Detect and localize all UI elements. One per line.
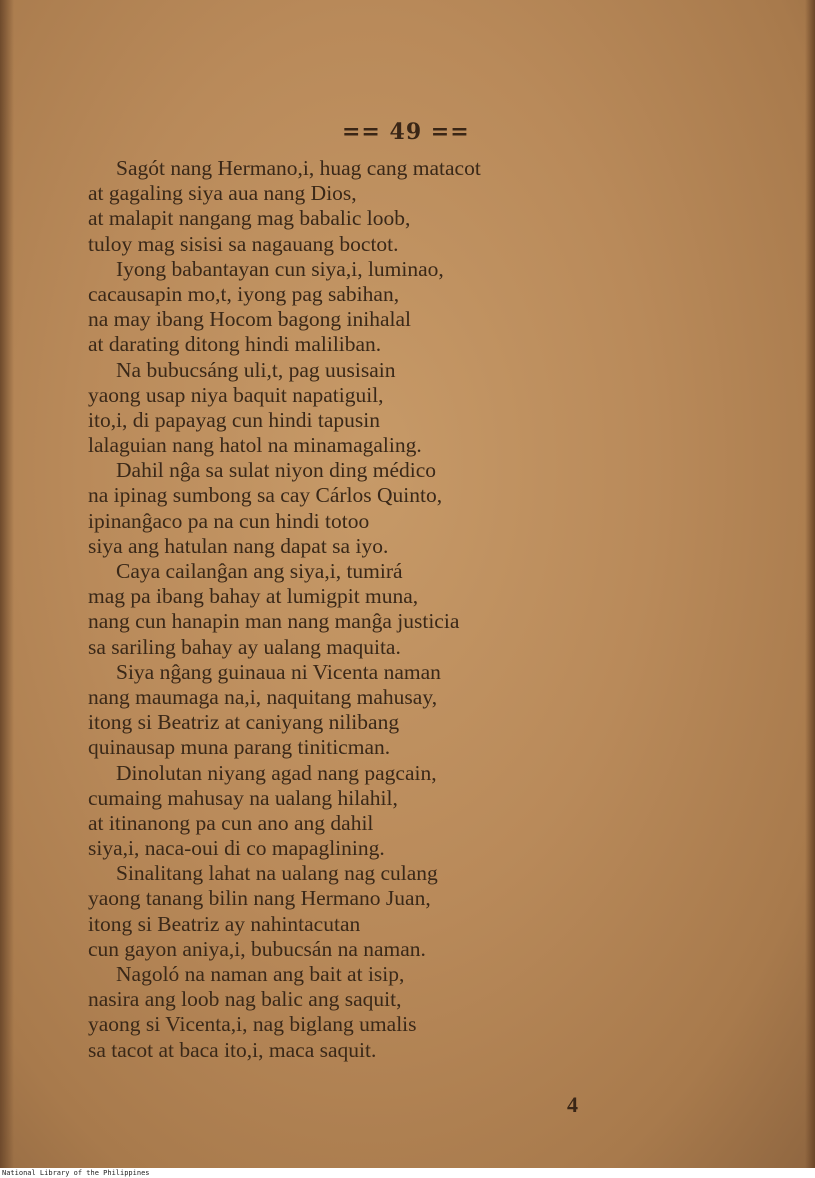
verse-line: yaong tanang bilin nang Hermano Juan, bbox=[88, 886, 431, 911]
page-number: == 49 == bbox=[342, 119, 470, 145]
verse-line: cacausapin mo,t, iyong pag sabihan, bbox=[88, 281, 400, 306]
stanza bbox=[88, 962, 608, 1063]
verse-line: Dinolutan niyang agad nang pagcain, bbox=[116, 760, 437, 785]
stanza bbox=[88, 358, 608, 459]
stanza bbox=[88, 458, 608, 559]
verse-line: mag pa ibang bahay at lumigpit muna, bbox=[88, 584, 419, 609]
verse-line: Sagót nang Hermano,i, huag cang matacot bbox=[116, 156, 481, 180]
verse-line: nasira ang loob nag balic ang saquit, bbox=[88, 987, 402, 1012]
verse-line: yaong usap niya baquit napatiguil, bbox=[88, 382, 384, 407]
stanza bbox=[88, 156, 608, 257]
verse-line: at malapit nangang mag babalic loob, bbox=[88, 206, 411, 231]
verse-line: quinausap muna parang tiniticman. bbox=[88, 735, 391, 760]
verse-line: na may ibang Hocom bagong inihalal bbox=[88, 307, 412, 332]
verse-line: Nagoló na naman ang bait at isip, bbox=[116, 962, 405, 986]
verse-line: at darating ditong hindi maliliban. bbox=[88, 332, 382, 357]
verse-line: nang cun hanapin man nang manĝa justicia bbox=[88, 609, 460, 634]
verse-line: at itinanong pa cun ano ang dahil bbox=[88, 810, 374, 835]
verse-line: Na bubucsáng uli,t, pag uusisain bbox=[116, 357, 396, 382]
stanza bbox=[88, 660, 608, 761]
verse-line: itong si Beatriz ay nahintacutan bbox=[88, 911, 361, 936]
verse-line: siya,i, naca-oui di co mapaglining. bbox=[88, 836, 385, 861]
verse-line: at gagaling siya aua nang Dios, bbox=[88, 181, 357, 206]
verse-line: yaong si Vicenta,i, nag biglang umalis bbox=[88, 1012, 417, 1037]
verse-line: Dahil nĝa sa sulat niyon ding médico bbox=[116, 458, 437, 483]
signature-mark: 4 bbox=[567, 1092, 578, 1117]
stanza bbox=[88, 761, 608, 862]
verse-line: nang maumaga na,i, naquitang mahusay, bbox=[88, 684, 438, 709]
verse-line: sa tacot at baca ito,i, maca saquit. bbox=[88, 1037, 377, 1062]
verse-line: cun gayon aniya,i, bubucsán na naman. bbox=[88, 936, 426, 961]
stanza bbox=[88, 861, 608, 962]
library-footer: National Library of the Philippines bbox=[2, 1169, 150, 1177]
stanza bbox=[88, 559, 608, 660]
verse-line: Iyong babantayan cun siya,i, luminao, bbox=[116, 256, 444, 281]
verse-line: ipinanĝaco pa na cun hindi totoo bbox=[88, 508, 370, 533]
verse-line: siya ang hatulan nang dapat sa iyo. bbox=[88, 533, 389, 558]
verse-line: itong si Beatriz at caniyang nilibang bbox=[88, 710, 400, 735]
verse-line: Caya cailanĝan ang siya,i, tumirá bbox=[116, 559, 403, 583]
verse-line: lalaguian nang hatol na minamagaling. bbox=[88, 433, 422, 458]
verse-line: Sinalitang lahat na ualang nag culang bbox=[116, 861, 438, 886]
poem-body bbox=[88, 156, 608, 1063]
verse-line: ito,i, di papayag cun hindi tapusin bbox=[88, 407, 380, 432]
verse-line: cumaing mahusay na ualang hilahil, bbox=[88, 785, 398, 810]
verse-line: na ipinag sumbong sa cay Cárlos Quinto, bbox=[88, 483, 443, 508]
verse-line: tuloy mag sisisi sa nagauang boctot. bbox=[88, 231, 399, 256]
stanza bbox=[88, 257, 608, 358]
verse-line: Siya nĝang guinaua ni Vicenta naman bbox=[116, 659, 441, 684]
verse-line: sa sariling bahay ay ualang maquita. bbox=[88, 634, 401, 659]
